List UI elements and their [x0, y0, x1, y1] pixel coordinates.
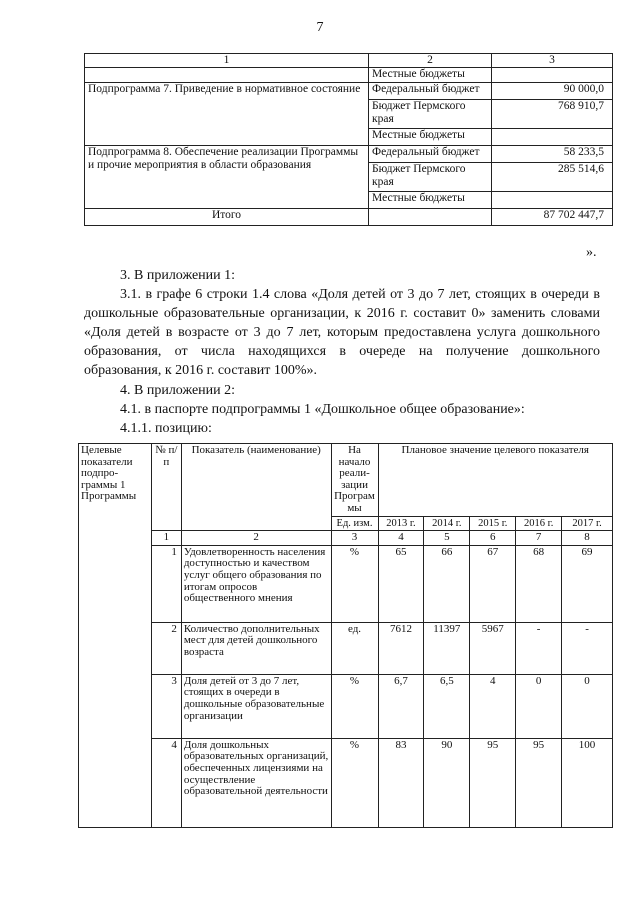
source-cell: Местные бюджеты: [369, 192, 492, 209]
program-cell: [85, 68, 369, 83]
value-cell: 90: [424, 738, 470, 827]
goal-label-cell: Целевые показатели подпро-граммы 1 Программы: [79, 444, 152, 828]
start-header: На начало реали-зации Програм мы: [331, 444, 378, 517]
value-cell: 0: [562, 674, 613, 738]
amount-cell: [492, 129, 613, 146]
unit-cell: ед.: [331, 622, 378, 674]
row-number: 3: [151, 674, 181, 738]
row-number: 4: [151, 738, 181, 827]
value-cell: 11397: [424, 622, 470, 674]
closing-quote: ».: [586, 245, 597, 260]
unit-cell: %: [331, 545, 378, 622]
row-number: 1: [151, 545, 181, 622]
program-cell: Подпрограмма 7. Приведение в нормативное состояние: [85, 83, 369, 146]
program-cell: Подпрограмма 8. Обеспечение реализации Программы и прочие мероприятия в области образования: [85, 146, 369, 209]
amount-cell: 768 910,7: [492, 100, 613, 129]
index-row: [79, 531, 613, 546]
row-number: 2: [151, 622, 181, 674]
amount-cell: 90 000,0: [492, 83, 613, 100]
table-row: [85, 83, 613, 100]
source-cell: Федеральный бюджет: [369, 83, 492, 100]
source-cell: [369, 209, 492, 226]
table-row: [85, 68, 613, 83]
total-amount: 87 702 447,7: [492, 209, 613, 226]
amount-cell: [492, 192, 613, 209]
indicators-table: [78, 443, 613, 828]
index-cell: 2: [181, 531, 331, 546]
value-cell: 6,7: [378, 674, 424, 738]
paragraph: 4. В приложении 2:: [120, 383, 236, 398]
indicator-name: Удовлетворенность населения доступностью и качеством услуг общего образования по итогам опросов общественного мнения: [181, 545, 331, 622]
source-cell: Местные бюджеты: [369, 129, 492, 146]
index-cell: 4: [378, 531, 424, 546]
plan-header: Плановое значение целевого показателя: [378, 444, 613, 517]
index-cell: 1: [151, 531, 181, 546]
value-cell: 83: [378, 738, 424, 827]
year-header: 2013 г.: [378, 516, 424, 531]
index-cell: 3: [331, 531, 378, 546]
paragraph: [84, 285, 600, 380]
table-row: [79, 622, 613, 674]
source-cell: Бюджет Пермского края: [369, 100, 492, 129]
value-cell: -: [516, 622, 562, 674]
value-cell: 65: [378, 545, 424, 622]
year-header: 2016 г.: [516, 516, 562, 531]
paragraph: 4.1. в паспорте подпрограммы 1 «Дошкольное общее образование»:: [120, 402, 525, 417]
table-row: [79, 738, 613, 827]
value-cell: 7612: [378, 622, 424, 674]
paragraph-text: 3.1. в графе 6 строки 1.4 слова «Доля детей от 3 до 7 лет, стоящих в очереди в дошкольные образовательные организации, к 2016 г. составит 0» заменить словами «Доля детей в возрасте от 3 до 7 лет, которым предоставлена услуга дошкольного образования, от числа находящихся в очереде на получение дошкольного образования, к 2016 г. составит 100%».: [84, 287, 600, 378]
index-cell: 5: [424, 531, 470, 546]
value-cell: 5967: [470, 622, 516, 674]
paragraph: 3. В приложении 1:: [120, 268, 236, 283]
amount-cell: [492, 68, 613, 83]
value-cell: 100: [562, 738, 613, 827]
value-cell: 66: [424, 545, 470, 622]
value-cell: 67: [470, 545, 516, 622]
index-cell: 6: [470, 531, 516, 546]
unit-cell: %: [331, 738, 378, 827]
num-header: № п/п: [151, 444, 181, 531]
table-row: [85, 146, 613, 163]
source-cell: Бюджет Пермского края: [369, 163, 492, 192]
value-cell: 0: [516, 674, 562, 738]
value-cell: 6,5: [424, 674, 470, 738]
value-cell: 95: [470, 738, 516, 827]
value-cell: 68: [516, 545, 562, 622]
unit-cell: %: [331, 674, 378, 738]
source-cell: Федеральный бюджет: [369, 146, 492, 163]
value-cell: -: [562, 622, 613, 674]
header-cell: 1: [85, 54, 369, 68]
header-cell: 3: [492, 54, 613, 68]
table-row: [79, 674, 613, 738]
source-cell: Местные бюджеты: [369, 68, 492, 83]
table-header-row: [79, 444, 613, 517]
value-cell: 4: [470, 674, 516, 738]
unit-header: Ед. изм.: [331, 516, 378, 531]
value-cell: 95: [516, 738, 562, 827]
amount-cell: 58 233,5: [492, 146, 613, 163]
index-cell: 7: [516, 531, 562, 546]
year-header: 2017 г.: [562, 516, 613, 531]
indicator-name: Доля детей от 3 до 7 лет, стоящих в очереди в дошкольные образовательные организации: [181, 674, 331, 738]
index-cell: 8: [562, 531, 613, 546]
value-cell: 69: [562, 545, 613, 622]
indicator-name: Количество дополнительных мест для детей дошкольного возраста: [181, 622, 331, 674]
year-header: 2014 г.: [424, 516, 470, 531]
indicator-header: Показатель (наименование): [181, 444, 331, 531]
total-row: [85, 209, 613, 226]
table-row: [79, 545, 613, 622]
indicator-name: Доля дошкольных образовательных организаций, обеспеченных лицензиями на осуществление образовательной деятельности: [181, 738, 331, 827]
table-header-row: [85, 54, 613, 68]
total-label: Итого: [85, 209, 369, 226]
funding-table: [84, 53, 613, 226]
year-header: 2015 г.: [470, 516, 516, 531]
header-cell: 2: [369, 54, 492, 68]
page-number: 7: [316, 20, 324, 35]
amount-cell: 285 514,6: [492, 163, 613, 192]
paragraph: 4.1.1. позицию:: [120, 421, 212, 436]
